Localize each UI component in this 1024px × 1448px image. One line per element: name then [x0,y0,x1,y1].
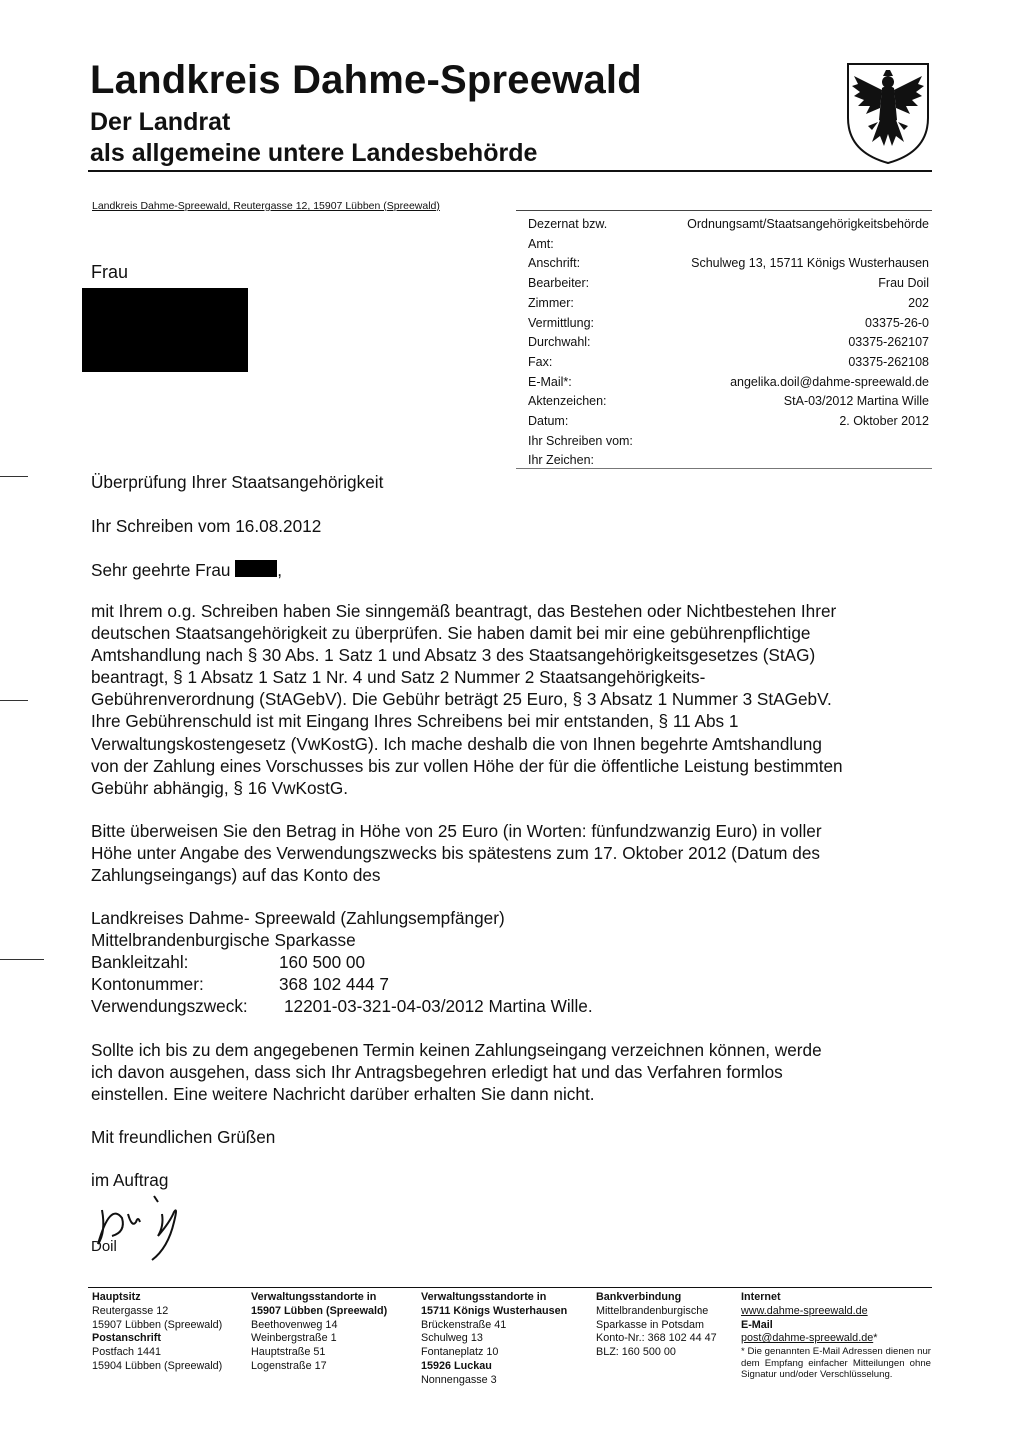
footer-heading: 15711 Königs Wusterhausen [421,1304,568,1317]
footer-line: Schulweg 13 [421,1332,483,1345]
info-label: Fax: [528,355,553,369]
info-label: Zimmer: [528,296,574,310]
header-divider [88,170,932,172]
paragraph-line: deutschen Staatsangehörigkeit zu überprüfen. Sie haben damit bei mir eine gebührenpflichtige [91,623,811,644]
footer-line: Postfach 1441 [92,1346,162,1359]
info-value: 2. Oktober 2012 [839,414,929,428]
authority-subtitle-2: als allgemeine untere Landesbehörde [90,139,538,167]
letter-reference: Ihr Schreiben vom 16.08.2012 [91,516,322,536]
footer-line: Nonnengasse 3 [421,1373,497,1386]
eagle-coat-of-arms-icon [842,60,934,166]
footer-line: Konto-Nr.: 368 102 44 47 [596,1332,717,1345]
info-label: Aktenzeichen: [528,394,607,408]
paragraph-fee-explanation [91,600,843,799]
bank-label: Bankleitzahl: [91,952,189,972]
info-label: Datum: [528,414,569,428]
footer-col-luebben [251,1291,387,1374]
paragraph-line: Gebührenverordnung (StAGebV). Die Gebühr beträgt 25 Euro, § 3 Absatz 1 Nummer 3 StAGebV. [91,689,832,710]
footer-line: BLZ: 160 500 00 [596,1346,676,1359]
footer-line: 15904 Lübben (Spreewald) [92,1359,223,1372]
info-value: 03375-262108 [848,355,929,369]
info-value: StA-03/2012 Martina Wille [783,394,929,408]
website-link[interactable]: www.dahme-spreewald.de [741,1304,868,1317]
authority-title: Landkreis Dahme-Spreewald [90,58,642,102]
info-value: Ordnungsamt/Staatsangehörigkeitsbehörde [687,217,929,231]
footer-line: Logenstraße 17 [251,1359,327,1372]
footer-line: 15907 Lübben (Spreewald) [92,1318,223,1331]
info-value: angelika.doil@dahme-spreewald.de [730,375,929,389]
info-block-bottom-rule [516,468,932,469]
fold-mark [0,959,44,960]
authority-subtitle: Der Landrat [90,108,231,136]
bank-label: Verwendungszweck: [91,996,248,1016]
paragraph-line: Gebühr abhängig, § 16 VwKostG. [91,777,349,798]
paragraph-deadline-notice [91,1039,822,1105]
paragraph-line: Zahlungseingangs) auf das Konto des [91,865,381,886]
bank-value: 368 102 444 7 [279,974,389,994]
footer-col-internet [741,1291,931,1380]
recipient-redaction [82,288,248,372]
paragraph-line: Bitte überweisen Sie den Betrag in Höhe von 25 Euro (in Worten: fünfundzwanzig Euro) in voller [91,821,822,841]
paragraph-line: Ihre Gebührenschuld ist mit Eingang Ihres Schreibens bei mir entstanden, § 11 Abs 1 [91,711,739,732]
info-value: 03375-262107 [848,335,929,349]
info-value: 03375-26-0 [865,316,929,330]
email-disclaimer: * Die genannten E-Mail Adressen dienen nur dem Empfang einfacher Mitteilungen ohne Signatur und/oder Verschlüsselung. [741,1346,931,1380]
sender-address-line: Landkreis Dahme-Spreewald, Reutergasse 12, 15907 Lübben (Spreewald) [92,200,440,212]
footer-heading: Internet [741,1291,781,1303]
info-label: Dezernat bzw. [528,217,608,231]
footer-line: Weinbergstraße 1 [251,1332,337,1345]
paragraph-line: von der Zahlung eines Vorschusses bis zur vollen Höhe der für die öffentliche Leistung bestimmten [91,755,843,776]
footer-line: Hauptstraße 51 [251,1346,326,1359]
footer-line: Mittelbrandenburgische [596,1304,709,1317]
footer-heading: 15926 Luckau [421,1359,492,1372]
bank-value: 12201-03-321-04-03/2012 Martina Wille. [284,996,593,1016]
info-label: Bearbeiter: [528,276,590,290]
fold-mark [0,476,28,477]
name-redaction [235,560,277,577]
paragraph-line: mit Ihrem o.g. Schreiben haben Sie sinngemäß beantragt, das Bestehen oder Nichtbestehen Ihrer [91,601,837,621]
letter-subject: Überprüfung Ihrer Staatsangehörigkeit [91,472,384,492]
bank-name: Mittelbrandenburgische Sparkasse [91,930,356,950]
footer-col-hauptsitz [92,1291,222,1374]
paragraph-payment-request [91,820,822,886]
info-label: Vermittlung: [528,316,595,330]
paragraph-line: Sollte ich bis zu dem angegebenen Termin keinen Zahlungseingang verzeichnen können, werde [91,1040,822,1060]
footer-line: Sparkasse in Potsdam [596,1318,705,1331]
footer-heading: Hauptsitz [92,1291,141,1303]
info-label: Ihr Zeichen: [528,453,595,467]
email-footnote-marker: * [873,1332,878,1345]
paragraph-line: Höhe unter Angabe des Verwendungszwecks bis spätestens zum 17. Oktober 2012 (Datum des [91,843,820,864]
im-auftrag-label: im Auftrag [91,1170,169,1190]
footer-heading: Verwaltungsstandorte in [251,1291,377,1303]
info-label: E-Mail*: [528,375,572,389]
greeting-text: Sehr geehrte Frau [91,560,231,580]
greeting-comma: , [277,560,283,580]
bank-label: Kontonummer: [91,974,204,994]
email-link[interactable]: post@dahme-spreewald.de [741,1332,874,1345]
footer-line: Beethovenweg 14 [251,1318,338,1331]
footer-divider [88,1287,932,1288]
info-value: 202 [908,296,929,310]
signature-name: Doil [91,1238,117,1255]
footer-heading: Postanschrift [92,1332,161,1345]
info-label: Ihr Schreiben vom: [528,434,633,448]
bank-recipient: Landkreises Dahme- Spreewald (Zahlungsempfänger) [91,908,505,928]
info-block-top-rule [516,210,932,211]
recipient-salutation: Frau [91,262,129,282]
footer-col-koenigs-wusterhausen [421,1291,567,1388]
info-label: Anschrift: [528,256,581,270]
footer-heading: 15907 Lübben (Spreewald) [251,1304,388,1317]
info-label: Amt: [528,237,554,251]
info-label: Durchwahl: [528,335,591,349]
punch-mark [0,700,28,701]
footer-heading: E-Mail [741,1318,773,1331]
paragraph-line: beantragt, § 1 Absatz 1 Satz 1 Nr. 4 und Satz 2 Nummer 2 Staatsangehörigkeits- [91,667,706,688]
paragraph-line: Verwaltungskostengesetz (VwKostG). Ich mache deshalb die von Ihnen begehrte Amtshandlung [91,733,822,754]
footer-col-bank [596,1291,717,1360]
info-value: Schulweg 13, 15711 Königs Wusterhausen [691,256,929,270]
footer-heading: Bankverbindung [596,1291,682,1303]
closing-formula: Mit freundlichen Grüßen [91,1127,276,1147]
info-value: Frau Doil [878,276,929,290]
footer-heading: Verwaltungsstandorte in [421,1291,547,1303]
bank-value: 160 500 00 [279,952,366,972]
letter-greeting [91,559,282,581]
footer-line: Reutergasse 12 [92,1304,169,1317]
paragraph-line: Amtshandlung nach § 30 Abs. 1 Satz 1 und Absatz 3 des Staatsangehörigkeitsgesetzes (StAG) [91,645,816,666]
footer-line: Fontaneplatz 10 [421,1346,499,1359]
footer-line: Brückenstraße 41 [421,1318,507,1331]
paragraph-line: ich davon ausgehen, dass sich Ihr Antragsbegehren erledigt hat und das Verfahren formlos [91,1062,783,1083]
paragraph-line: einstellen. Eine weitere Nachricht darüber erhalten Sie dann nicht. [91,1084,595,1105]
